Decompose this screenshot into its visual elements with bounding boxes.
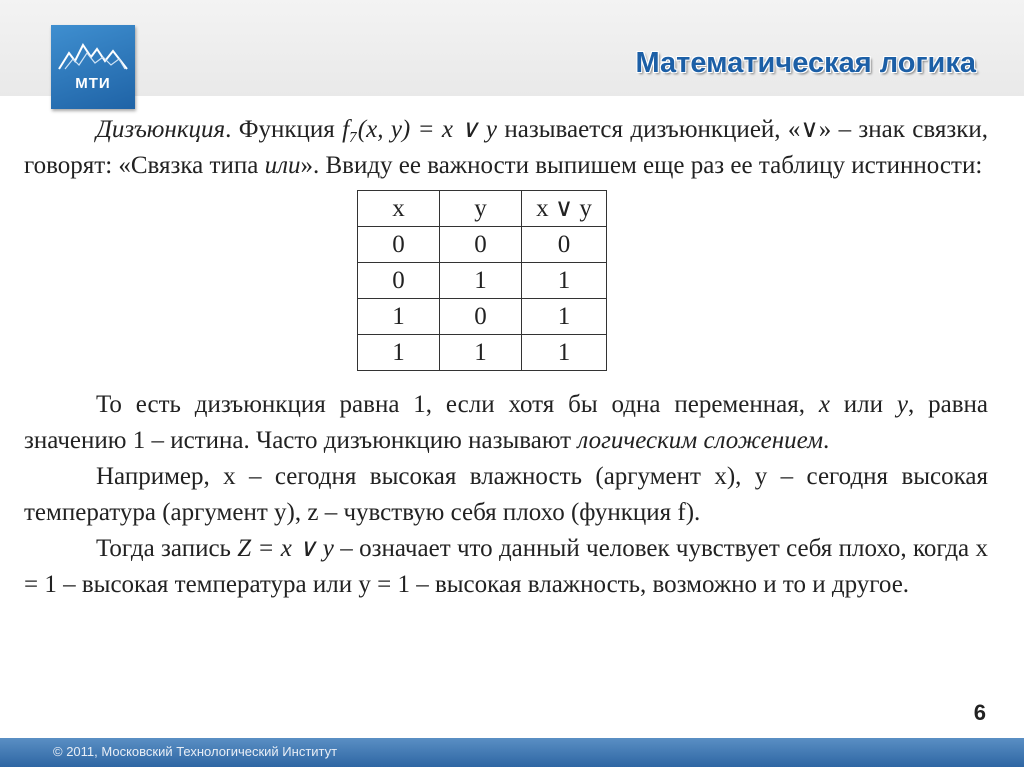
paragraph-example: Например, x – сегодня высокая влажность (аргумент x), y – сегодня высокая температура (аргумент y), z – чувствую себя плохо (функция f). bbox=[24, 463, 988, 526]
term-ili: или bbox=[264, 152, 301, 179]
table-cell: 0 bbox=[358, 263, 440, 299]
formula-f7: f₇(x, y) = x ∨ y bbox=[342, 116, 498, 143]
var-y: y bbox=[896, 391, 908, 418]
text-segment: . Функция bbox=[225, 116, 343, 143]
term-logical-addition: логическим сложением bbox=[577, 427, 824, 454]
table-cell: 1 bbox=[440, 263, 522, 299]
table-cell: 0 bbox=[440, 227, 522, 263]
text-segment: , равна значению 1 – истина. Часто дизъюнкцию называют bbox=[24, 391, 988, 454]
text-segment: или bbox=[829, 391, 897, 418]
paragraph-conclusion bbox=[24, 531, 988, 603]
truth-table bbox=[357, 190, 607, 371]
table-header-cell: x ∨ y bbox=[522, 191, 607, 227]
text-segment: » – знак связки, говорят: «Связка типа bbox=[24, 116, 988, 179]
page-title: Математическая логика bbox=[635, 47, 976, 79]
table-row bbox=[358, 299, 607, 335]
text-segment: ». Ввиду ее важности выпишем еще раз ее таблицу истинности: bbox=[300, 152, 983, 179]
formula-z: Z = x ∨ y bbox=[237, 535, 334, 562]
table-cell: 0 bbox=[522, 227, 607, 263]
table-row bbox=[358, 263, 607, 299]
table-row bbox=[358, 335, 607, 371]
table-header-cell: y bbox=[440, 191, 522, 227]
table-row bbox=[358, 227, 607, 263]
footer-copyright: © 2011, Московский Технологический Институт bbox=[53, 744, 338, 759]
table-cell: 1 bbox=[522, 335, 607, 371]
term-disjunction: Дизъюнкция bbox=[96, 116, 226, 143]
footer-bar bbox=[0, 738, 1024, 767]
table-cell: 1 bbox=[522, 299, 607, 335]
table-cell: 1 bbox=[358, 335, 440, 371]
table-cell: 1 bbox=[440, 335, 522, 371]
text-segment: То есть дизъюнкция равна 1, если хотя бы одна переменная, bbox=[96, 391, 819, 418]
var-x: x bbox=[818, 391, 830, 418]
text-segment: – означает что данный человек чувствует себя плохо, когда x = 1 – высокая температура или y = 1 – высокая влажность, возможно и то и другое. bbox=[24, 535, 988, 598]
table-cell: 1 bbox=[522, 263, 607, 299]
table-cell: 1 bbox=[358, 299, 440, 335]
paragraph-definition bbox=[24, 112, 988, 184]
table-cell: 0 bbox=[440, 299, 522, 335]
table-cell: 0 bbox=[358, 227, 440, 263]
text-segment: Тогда запись bbox=[96, 535, 238, 562]
table-header-row bbox=[358, 191, 607, 227]
logo bbox=[51, 25, 135, 109]
mountains-icon bbox=[57, 39, 129, 73]
text-segment: . bbox=[823, 427, 830, 454]
slide-content bbox=[24, 112, 988, 603]
text-segment: называется дизъюнкцией, « bbox=[497, 116, 801, 143]
table-header-cell: x bbox=[358, 191, 440, 227]
paragraph-meaning bbox=[24, 387, 988, 459]
page-number: 6 bbox=[973, 700, 986, 725]
or-symbol: ∨ bbox=[800, 116, 819, 143]
logo-text: МТИ bbox=[75, 75, 111, 92]
